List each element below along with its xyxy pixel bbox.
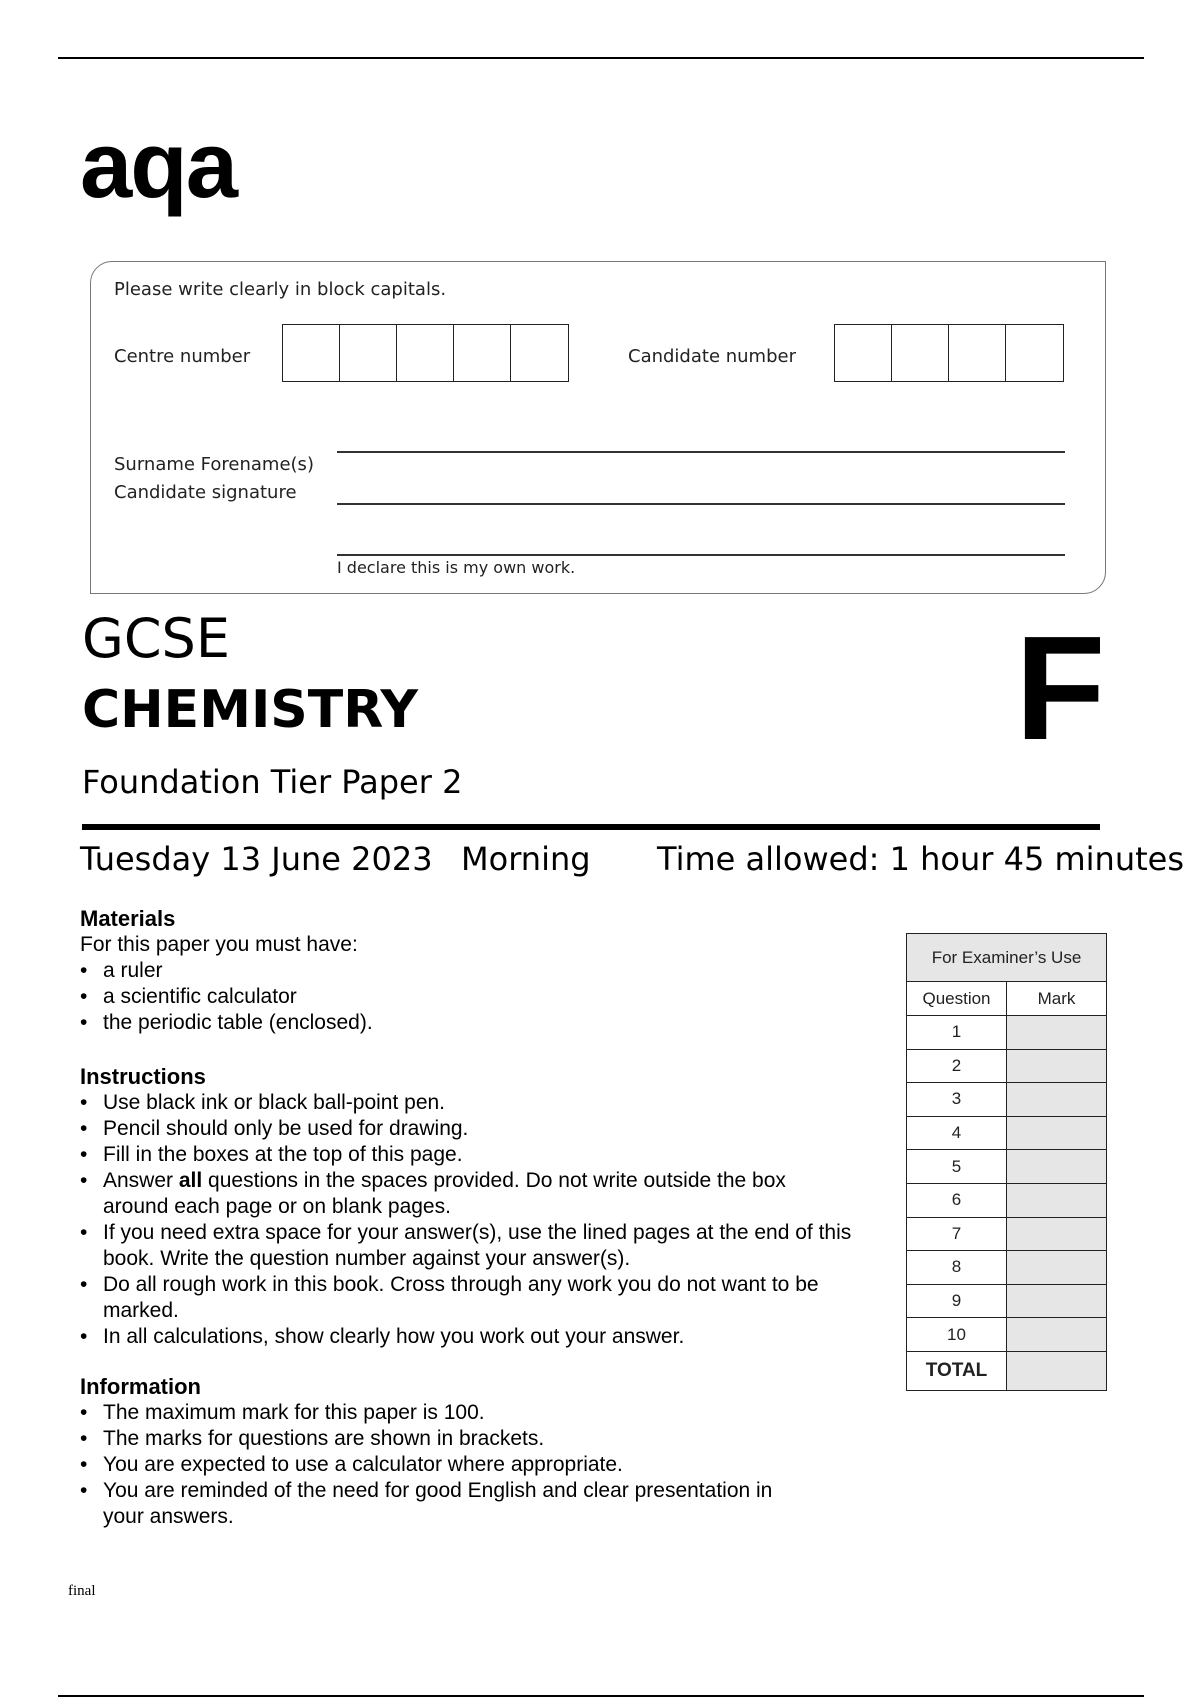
list-item: • The maximum mark for this paper is 100. bbox=[80, 1400, 810, 1426]
information-list bbox=[80, 1400, 810, 1530]
candidate-number-digit[interactable] bbox=[949, 325, 1006, 381]
candidate-number-digit[interactable] bbox=[835, 325, 892, 381]
question-number: 4 bbox=[907, 1116, 1007, 1150]
mark-cell bbox=[1007, 1150, 1107, 1184]
question-number: 2 bbox=[907, 1049, 1007, 1083]
list-item-emphasis: all bbox=[178, 1169, 203, 1192]
candidate-number-label: Candidate number bbox=[628, 346, 796, 367]
list-item-text: questions in the spaces provided. Do not write outside the box around each page or on blank pages. bbox=[103, 1169, 786, 1218]
question-column-header: Question bbox=[907, 982, 1007, 1016]
mark-cell bbox=[1007, 1083, 1107, 1117]
signature-line[interactable] bbox=[337, 554, 1065, 556]
surname-label: Surname Forename(s) bbox=[114, 454, 314, 475]
signature-label: Candidate signature bbox=[114, 482, 297, 503]
examiners-use-table bbox=[906, 933, 1107, 1391]
list-item: • Fill in the boxes at the top of this page. bbox=[80, 1142, 880, 1168]
list-item: • You are reminded of the need for good English and clear presentation in your answers. bbox=[80, 1478, 810, 1530]
question-number: 6 bbox=[907, 1183, 1007, 1217]
instructions-heading: Instructions bbox=[80, 1064, 206, 1089]
materials-heading: Materials bbox=[80, 906, 176, 931]
bottom-rule bbox=[58, 1695, 1144, 1697]
question-number: 7 bbox=[907, 1217, 1007, 1251]
exam-session: Morning bbox=[461, 840, 591, 878]
top-rule bbox=[58, 57, 1144, 59]
materials-intro: For this paper you must have: bbox=[80, 933, 358, 956]
centre-number-digit[interactable] bbox=[397, 325, 454, 381]
total-label: TOTAL bbox=[907, 1351, 1007, 1390]
qualification-level: GCSE bbox=[82, 607, 230, 670]
materials-list bbox=[80, 958, 373, 1036]
list-item: • Do all rough work in this book. Cross through any work you do not want to be marked. bbox=[80, 1272, 830, 1324]
total-mark-cell bbox=[1007, 1351, 1107, 1390]
candidate-number-digit[interactable] bbox=[892, 325, 949, 381]
list-item: • Use black ink or black ball-point pen. bbox=[80, 1090, 880, 1116]
candidate-details-box bbox=[90, 261, 1106, 594]
surname-line[interactable] bbox=[337, 451, 1065, 453]
tier-letter: F bbox=[1015, 606, 1106, 771]
mark-cell bbox=[1007, 1284, 1107, 1318]
time-allowed: Time allowed: 1 hour 45 minutes bbox=[657, 840, 1184, 878]
centre-number-field[interactable] bbox=[282, 324, 569, 382]
question-number: 5 bbox=[907, 1150, 1007, 1184]
mark-cell bbox=[1007, 1049, 1107, 1083]
list-item: • a scientific calculator bbox=[80, 984, 373, 1010]
mark-cell bbox=[1007, 1183, 1107, 1217]
candidate-number-field[interactable] bbox=[834, 324, 1064, 382]
centre-number-digit[interactable] bbox=[283, 325, 340, 381]
forename-line[interactable] bbox=[337, 503, 1065, 505]
mark-column-header: Mark bbox=[1007, 982, 1107, 1016]
list-item: • Pencil should only be used for drawing. bbox=[80, 1116, 880, 1142]
mark-cell bbox=[1007, 1016, 1107, 1050]
mark-cell bbox=[1007, 1217, 1107, 1251]
centre-number-label: Centre number bbox=[114, 346, 251, 367]
aqa-logo: aqa bbox=[80, 112, 236, 217]
mark-cell bbox=[1007, 1318, 1107, 1352]
question-number: 8 bbox=[907, 1251, 1007, 1285]
list-item: • The marks for questions are shown in brackets. bbox=[80, 1426, 810, 1452]
information-heading: Information bbox=[80, 1374, 201, 1399]
question-number: 9 bbox=[907, 1284, 1007, 1318]
instructions-list bbox=[80, 1090, 880, 1350]
block-capitals-instruction: Please write clearly in block capitals. bbox=[114, 279, 447, 300]
declaration-text: I declare this is my own work. bbox=[337, 558, 576, 577]
centre-number-digit[interactable] bbox=[511, 325, 568, 381]
question-number: 3 bbox=[907, 1083, 1007, 1117]
mark-cell bbox=[1007, 1251, 1107, 1285]
footer-label: final bbox=[68, 1583, 96, 1599]
list-item-text: Answer bbox=[103, 1169, 179, 1192]
question-number: 1 bbox=[907, 1016, 1007, 1050]
list-item: • You are expected to use a calculator where appropriate. bbox=[80, 1452, 810, 1478]
candidate-number-digit[interactable] bbox=[1006, 325, 1063, 381]
list-item: • a ruler bbox=[80, 958, 373, 984]
exam-date: Tuesday 13 June 2023 bbox=[80, 840, 433, 878]
centre-number-digit[interactable] bbox=[454, 325, 511, 381]
centre-number-digit[interactable] bbox=[340, 325, 397, 381]
question-number: 10 bbox=[907, 1318, 1007, 1352]
paper-title: Foundation Tier Paper 2 bbox=[82, 763, 463, 801]
list-item bbox=[80, 1168, 810, 1220]
list-item: • In all calculations, show clearly how you work out your answer. bbox=[80, 1324, 880, 1350]
subject-title: CHEMISTRY bbox=[82, 680, 419, 740]
title-divider bbox=[82, 824, 1100, 830]
examiners-use-title: For Examiner’s Use bbox=[907, 934, 1107, 982]
list-item: • If you need extra space for your answer(s), use the lined pages at the end of this book. Write the question number against your answer(s). bbox=[80, 1220, 880, 1272]
list-item: • the periodic table (enclosed). bbox=[80, 1010, 373, 1036]
mark-cell bbox=[1007, 1116, 1107, 1150]
